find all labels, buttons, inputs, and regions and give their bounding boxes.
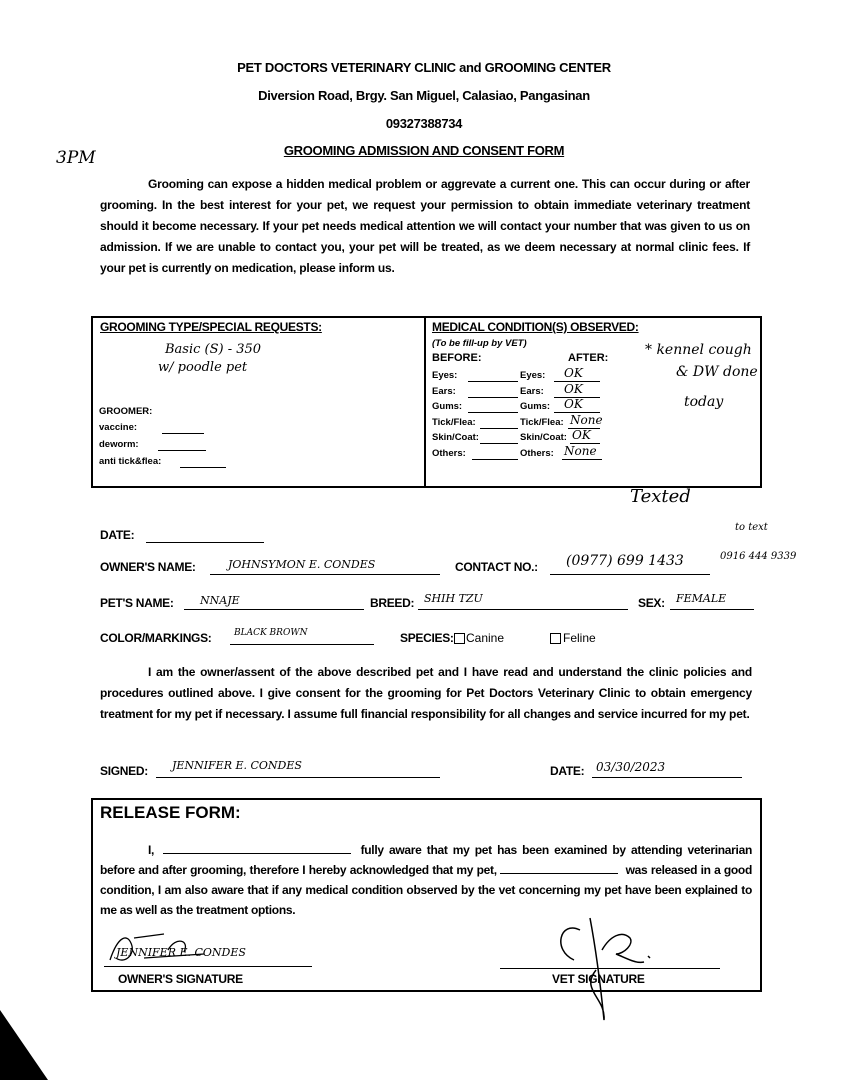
clinic-name: PET DOCTORS VETERINARY CLINIC and GROOMING CENTER (237, 60, 611, 75)
pet-line[interactable] (184, 609, 364, 610)
feline-label: Feline (563, 631, 596, 645)
canine-label: Canine (466, 631, 505, 645)
antitick-label: anti tick&flea: (99, 456, 162, 467)
signed-value: JENNIFER E. CONDES (172, 759, 302, 772)
before-field: Skin/Coat: (432, 432, 479, 443)
breed-value: SHIH TZU (424, 592, 483, 605)
vaccine-label: vaccine: (99, 422, 138, 433)
margin-note: 3PM (56, 148, 96, 168)
owner-line[interactable] (210, 574, 440, 575)
clinic-phone: 09327388734 (385, 116, 463, 131)
date-line[interactable] (146, 542, 264, 543)
after-label: AFTER: (568, 352, 609, 364)
canine-checkbox[interactable] (454, 633, 465, 644)
form-title: GROOMING ADMISSION AND CONSENT FORM (283, 143, 565, 158)
color-value: BLACK BROWN (234, 628, 308, 638)
after-field: Tick/Flea: (520, 416, 564, 428)
after-field: Skin/Coat: (520, 432, 567, 443)
contact-label: CONTACT NO.: (455, 560, 538, 574)
color-line[interactable] (230, 644, 374, 645)
antitick-line (180, 467, 226, 468)
before-field: Gums: (432, 401, 463, 412)
medical-title: MEDICAL CONDITION(S) OBSERVED: (432, 320, 639, 334)
grooming-request-1: Basic (S) - 350 (165, 342, 262, 357)
release-text-c: was released in a good condition, I am also aware that if any medical condition observed by the vet concerning my pet have been explained to me as well as the treatment options. (100, 863, 752, 917)
grooming-request-2: w/ poodle pet (158, 360, 248, 375)
before-field: Tick/Flea: (432, 416, 476, 428)
clinic-address: Diversion Road, Brgy. San Miguel, Calasiao, Pangasinan (258, 88, 590, 103)
pet-value: NNAJE (200, 594, 240, 607)
medical-row (432, 381, 632, 402)
texted-note: Texted (630, 486, 691, 507)
vaccine-line (162, 433, 204, 434)
after-field: Eyes: (520, 370, 546, 381)
vet-note-1: * kennel cough (645, 342, 752, 358)
before-field: Eyes: (432, 370, 458, 381)
signed-line[interactable] (156, 777, 440, 778)
medical-row (432, 366, 632, 386)
signed-date-value: 03/30/2023 (596, 760, 666, 774)
breed-label: BREED: (370, 596, 415, 610)
owner-signature-line[interactable] (104, 966, 312, 967)
after-field: Gums: (520, 401, 551, 412)
after-field: Others: (520, 447, 554, 459)
intro-paragraph: Grooming can expose a hidden medical problem or aggrevate a current one. This can occur during or after grooming. In the best interest for your pet, we request your permission to obtain immediate veterinary treatment should it become necessary. If your pet needs medical attention we will contact your number that was given to us on admission. If we are unable to contact you, your pet will be treated, as we deem necessary at normal clinic fees. If your pet is currently on medication, please inform us. (100, 177, 750, 275)
deworm-line (158, 450, 206, 451)
box-divider (424, 316, 426, 488)
owner-value: JOHNSYMON E. CONDES (228, 558, 376, 571)
owner-signature-value: JENNIFER E. CONDES (116, 946, 246, 959)
owner-label: OWNER'S NAME: (100, 560, 196, 574)
groomer-label: GROOMER: (99, 406, 153, 417)
breed-line[interactable] (418, 609, 628, 610)
signed-date-label: DATE: (550, 764, 585, 778)
vet-note-3: today (684, 394, 724, 410)
release-text-b: fully aware that my pet has been examined by attending veterinarian before and after grooming, therefore I hereby acknowledged that my pet, (100, 843, 752, 877)
owner-signature-label: OWNER'S SIGNATURE (118, 972, 243, 986)
signed-label: SIGNED: (100, 764, 148, 778)
scan-corner-shadow (0, 1010, 50, 1080)
after-value: OK (572, 428, 591, 442)
contact-value: (0977) 699 1433 (566, 553, 684, 569)
release-title: RELEASE FORM: (100, 803, 241, 822)
before-label: BEFORE: (432, 352, 482, 364)
medical-row (432, 443, 632, 464)
release-paragraph (100, 840, 752, 920)
release-text-a: I, (148, 843, 155, 857)
vet-signature-label: VET SIGNATURE (552, 972, 645, 986)
pet-label: PET'S NAME: (100, 596, 174, 610)
medical-row (432, 428, 632, 448)
vet-note-2: & DW done (676, 364, 758, 380)
release-pet-blank[interactable] (500, 863, 618, 874)
signed-date-line[interactable] (592, 777, 742, 778)
contact-value-2: 0916 444 9339 (720, 551, 797, 562)
sex-label: SEX: (638, 596, 665, 610)
vet-signature-line[interactable] (500, 968, 720, 969)
color-label: COLOR/MARKINGS: (100, 631, 212, 645)
to-text-note: to text (735, 522, 768, 533)
before-field: Ears: (432, 385, 456, 397)
medical-rows (432, 366, 632, 463)
grooming-title: GROOMING TYPE/SPECIAL REQUESTS: (100, 320, 322, 334)
medical-row (432, 412, 632, 433)
after-value: OK (564, 366, 583, 380)
vet-signature-scribble (540, 910, 660, 1030)
feline-checkbox[interactable] (550, 633, 561, 644)
consent-paragraph: I am the owner/assent of the above described pet and I have read and understand the clinic policies and procedures outlined above. I give consent for the grooming for Pet Doctors Veterinary Clinic to obtain emergency treatment for my pet if necessary. I assume full financial responsibility for all changes and service incurred for my pet. (100, 665, 752, 721)
release-name-blank[interactable] (163, 843, 351, 854)
after-value: None (570, 412, 603, 427)
deworm-label: deworm: (99, 439, 139, 450)
contact-line[interactable] (550, 574, 710, 575)
species-label: SPECIES: (400, 631, 454, 645)
sex-value: FEMALE (676, 592, 727, 605)
medical-subtitle: (To be fill-up by VET) (432, 338, 527, 349)
after-value: OK (564, 381, 583, 396)
after-value: OK (564, 397, 583, 411)
sex-line[interactable] (670, 609, 754, 610)
before-field: Others: (432, 447, 466, 459)
after-value: None (564, 443, 597, 458)
date-label: DATE: (100, 528, 135, 542)
after-field: Ears: (520, 385, 544, 397)
